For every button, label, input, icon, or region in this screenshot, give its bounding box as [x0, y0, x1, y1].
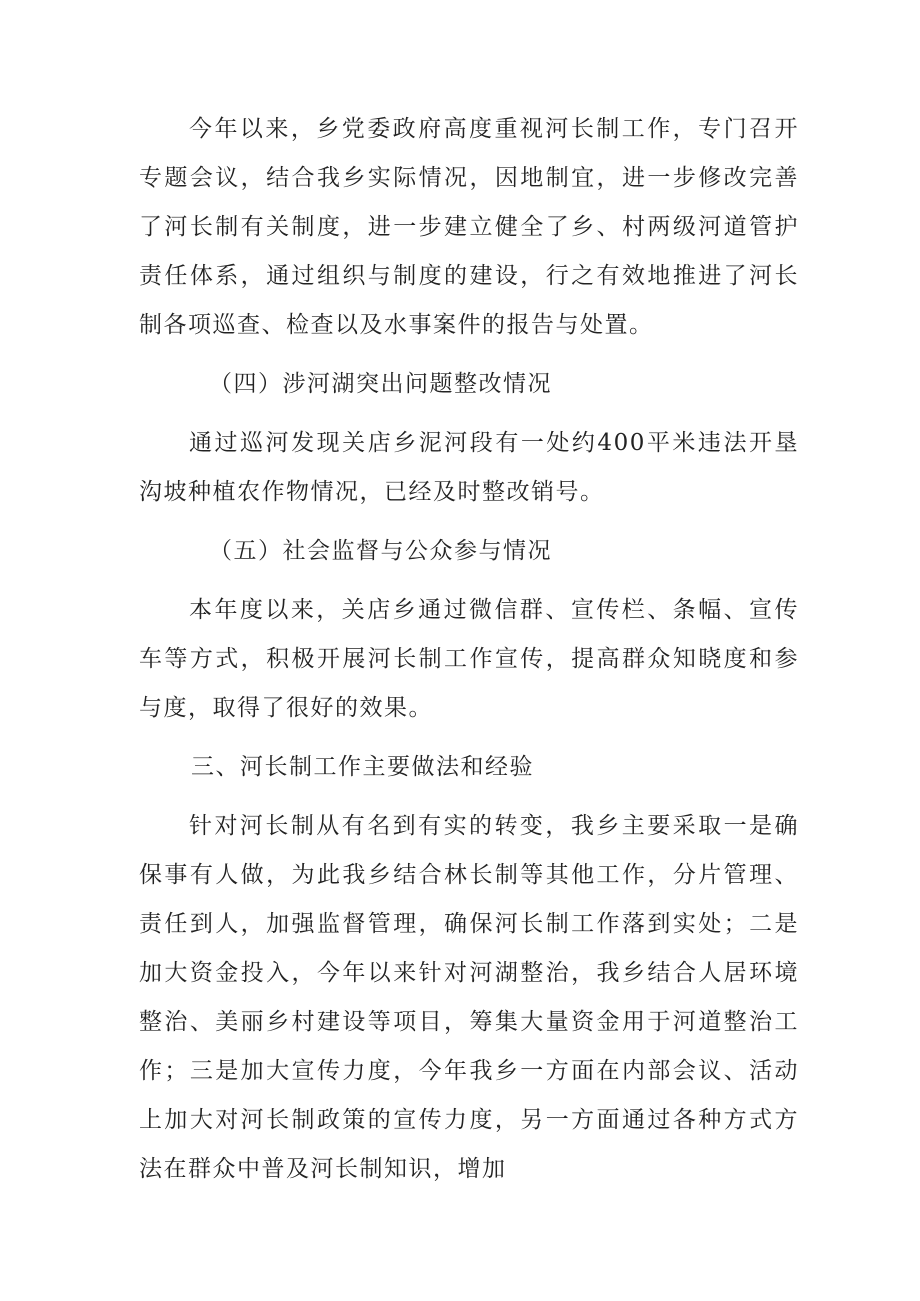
paragraph-public-participation: 本年度以来，关店乡通过微信群、宣传栏、条幅、宣传车等方式，积极开展河长制工作宣传，提高群众知晓度和参与度，取得了很好的效果。	[139, 597, 799, 721]
paragraph-practices-experience: 针对河长制从有名到有实的转变，我乡主要采取一是确保事有人做，为此我乡结合林长制等其他工作，分片管理、责任到人，加强监督管理，确保河长制工作落到实处；二是加大资金投入，今年以来针对河湖整治，我乡结合人居环境整治、美丽乡村建设等项目，筹集大量资金用于河道整治工作；三是加大宣传力度，今年我乡一方面在内部会议、活动上加大对河长制政策的宣传力度，另一方面通过各种方式方法在群众中普及河长制知识，增加	[139, 813, 799, 1182]
section-heading-5: （五）社会监督与公众参与情况	[209, 538, 552, 564]
paragraph-rectification: 通过巡河发现关店乡泥河段有一处约400平米违法开垦沟坡种植农作物情况，已经及时整改销号。	[139, 430, 799, 505]
paragraph-river-chief-system: 今年以来，乡党委政府高度重视河长制工作，专门召开专题会议，结合我乡实际情况，因地制宜，进一步修改完善了河长制有关制度，进一步建立健全了乡、村两级河道管护责任体系，通过组织与制度的建设，行之有效地推进了河长制各项巡查、检查以及水事案件的报告与处置。	[139, 116, 799, 338]
section-heading-3: 三、河长制工作主要做法和经验	[191, 754, 534, 780]
section-heading-4: （四）涉河湖突出问题整改情况	[209, 371, 552, 397]
document-body	[139, 105, 799, 1194]
